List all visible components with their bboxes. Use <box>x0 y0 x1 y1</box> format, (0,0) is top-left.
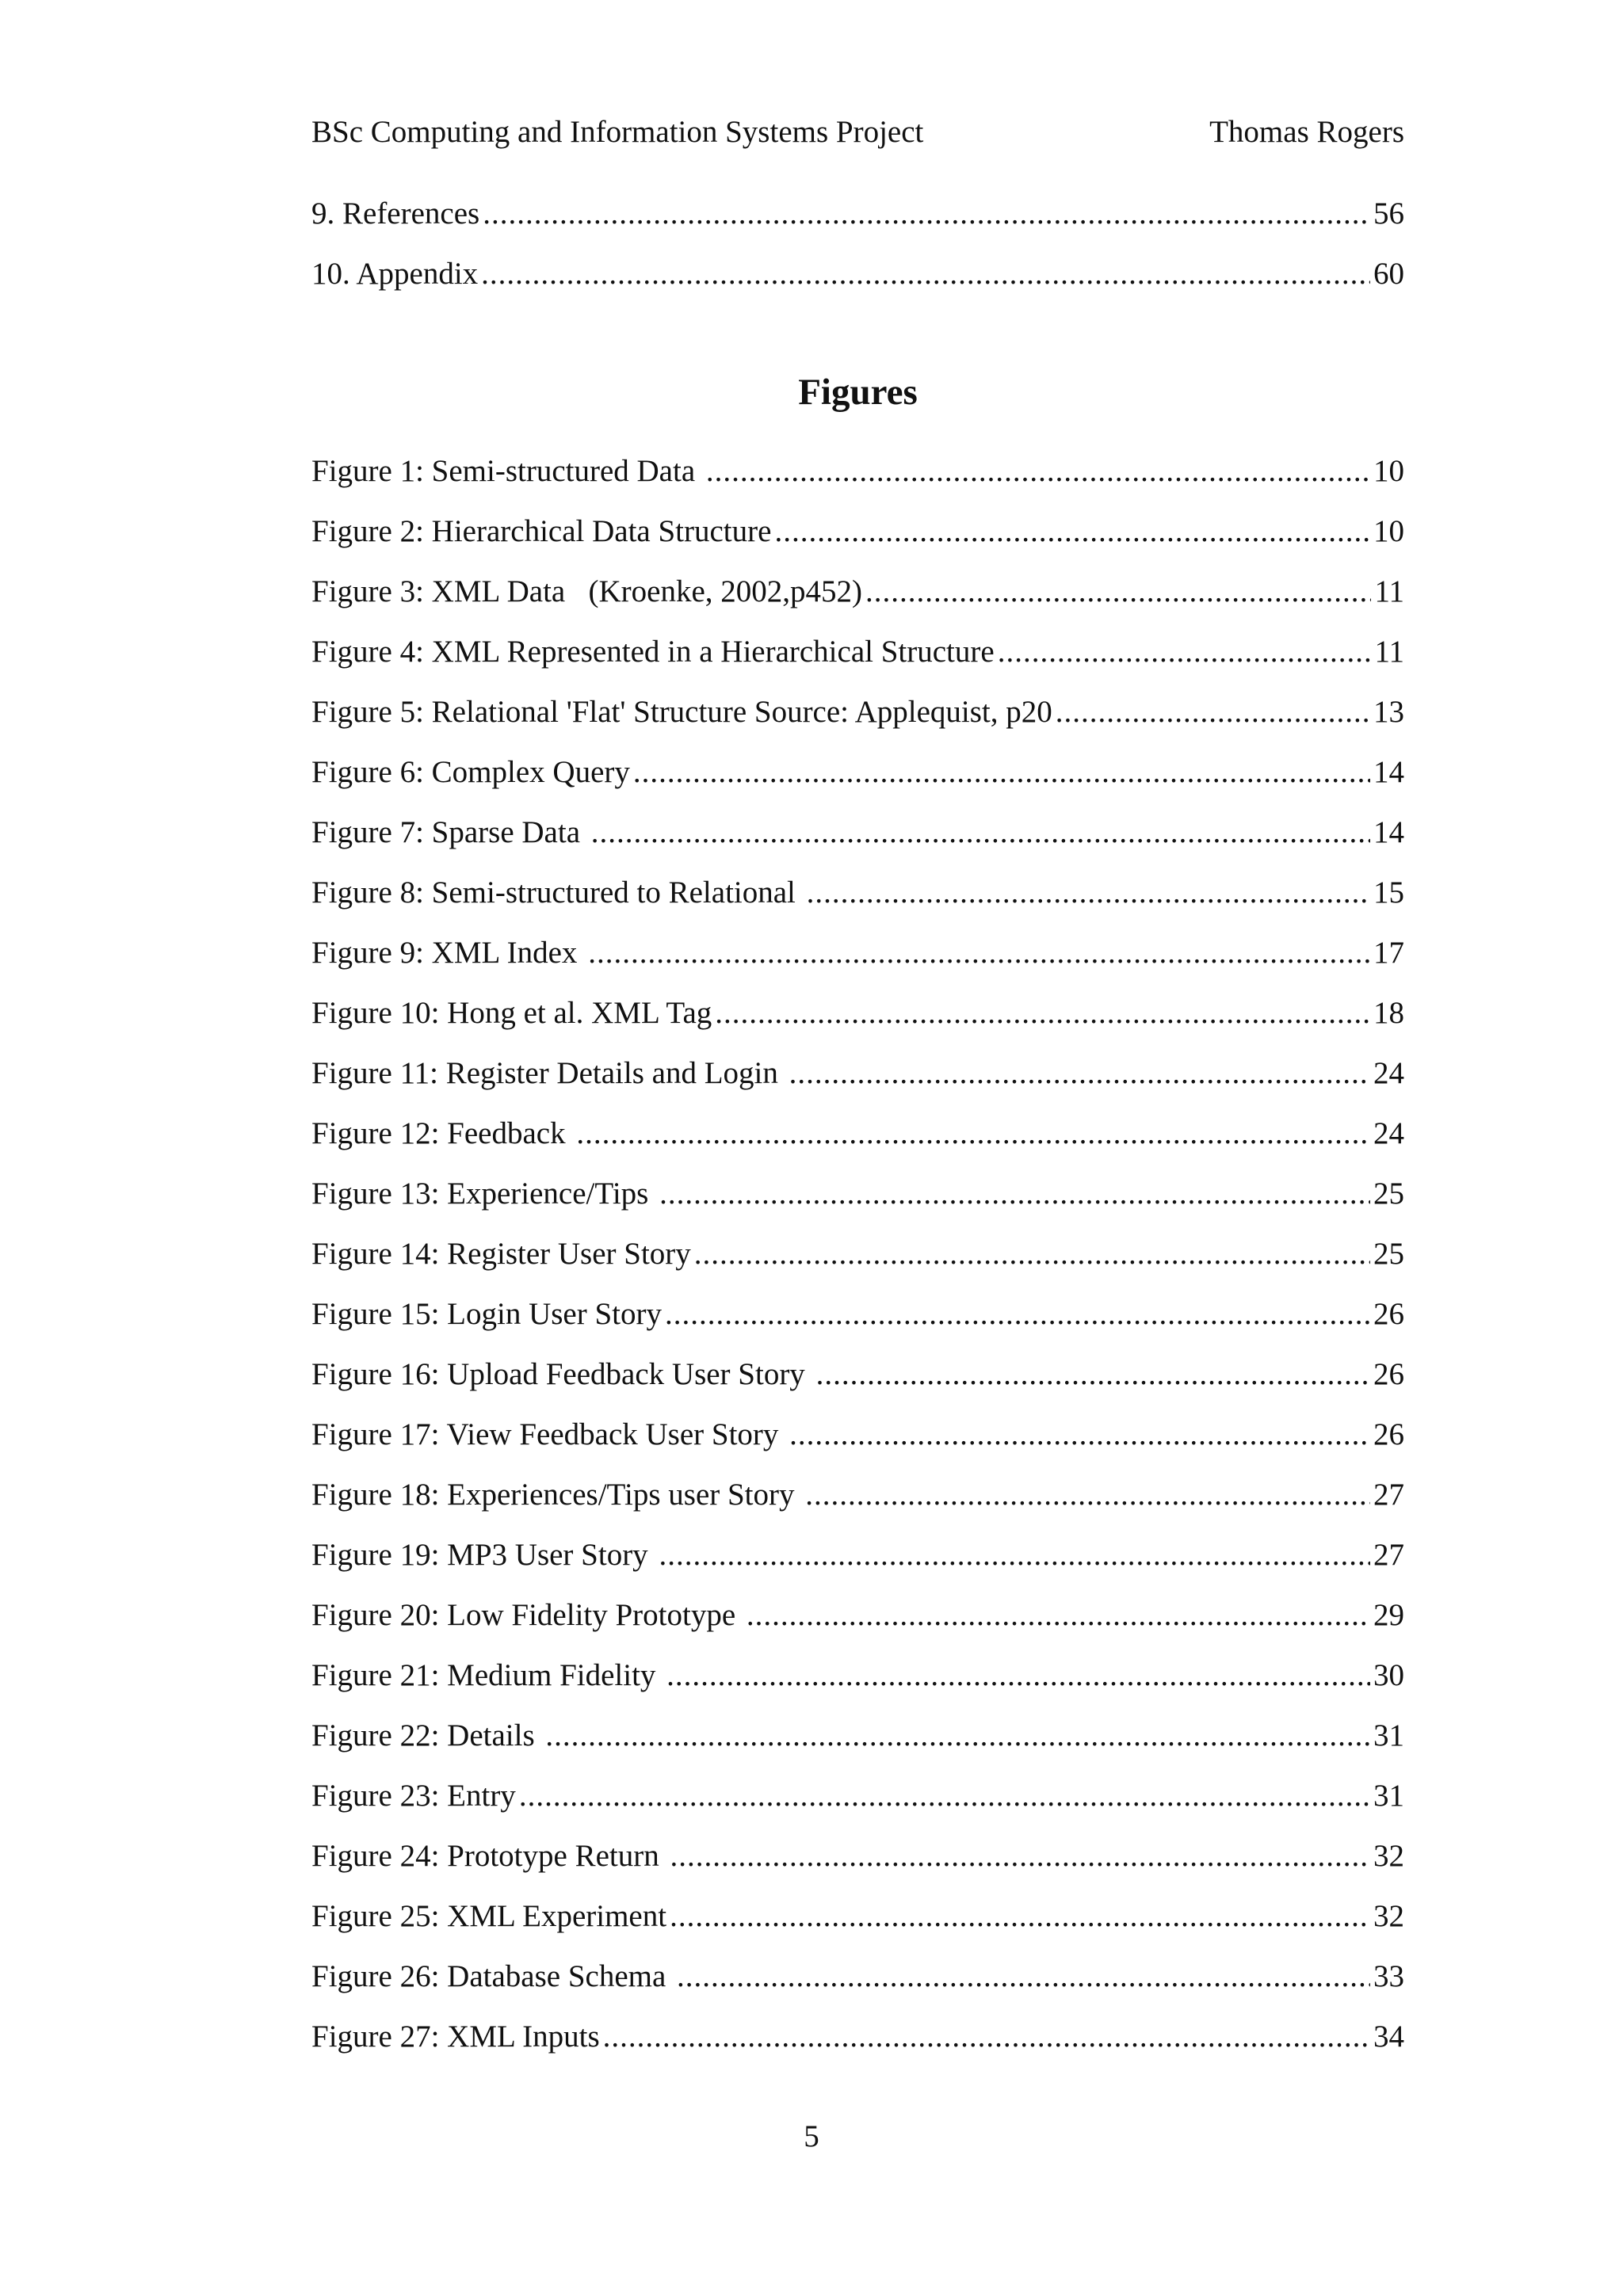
entry-label: Figure 26: Database Schema <box>311 1959 674 1993</box>
entry-page-number: 13 <box>1373 695 1404 729</box>
entry-label: Figure 11: Register Details and Login <box>311 1056 786 1090</box>
dot-leader <box>670 1836 1370 1876</box>
entry-page-number: 60 <box>1373 257 1404 291</box>
entry-page-number: 29 <box>1373 1598 1404 1632</box>
entry-label: Figure 4: XML Represented in a Hierarchical Structure <box>311 635 995 669</box>
entry-page-number: 14 <box>1373 755 1404 789</box>
entry-page-number: 24 <box>1373 1116 1404 1150</box>
entry-page-number: 15 <box>1373 875 1404 910</box>
dot-leader <box>789 1415 1370 1455</box>
entry-label: Figure 5: Relational 'Flat' Structure Source: Applequist, p20 <box>311 695 1052 729</box>
figure-entry[interactable] <box>311 1114 1404 1174</box>
entry-label: Figure 13: Experience/Tips <box>311 1177 657 1211</box>
contents-list <box>311 194 1404 315</box>
figures-heading: Figures <box>798 372 918 413</box>
figure-entry[interactable] <box>311 1475 1404 1535</box>
entry-label: Figure 24: Prototype Return <box>311 1839 667 1873</box>
entry-label: Figure 1: Semi-structured Data <box>311 454 703 488</box>
dot-leader <box>519 1776 1370 1816</box>
entry-page-number: 27 <box>1373 1478 1404 1512</box>
dot-leader <box>591 813 1370 852</box>
dot-leader <box>816 1355 1370 1394</box>
entry-page-number: 26 <box>1373 1357 1404 1391</box>
figure-entry[interactable] <box>311 1295 1404 1355</box>
dot-leader <box>666 1656 1370 1695</box>
figure-entry[interactable] <box>311 1957 1404 2017</box>
entry-label: Figure 9: XML Index <box>311 936 586 970</box>
entry-label: 9. References <box>311 196 480 231</box>
figure-entry[interactable] <box>311 813 1404 873</box>
header-title: BSc Computing and Information Systems Project <box>311 115 924 149</box>
entry-label: Figure 3: XML Data (Kroenke, 2002,p452) <box>311 574 862 608</box>
entry-page-number: 33 <box>1373 1959 1404 1993</box>
page-number: 5 <box>804 2119 819 2153</box>
entry-label: Figure 21: Medium Fidelity <box>311 1658 664 1692</box>
figure-entry[interactable] <box>311 1716 1404 1776</box>
entry-page-number: 31 <box>1373 1779 1404 1813</box>
figure-entry[interactable] <box>311 933 1404 994</box>
entry-page-number: 32 <box>1373 1839 1404 1873</box>
dot-leader <box>481 254 1370 294</box>
figure-entry[interactable] <box>311 873 1404 933</box>
figure-entry[interactable] <box>311 1054 1404 1114</box>
entry-label: Figure 10: Hong et al. XML Tag <box>311 996 712 1030</box>
dot-leader <box>805 1475 1370 1515</box>
dot-leader <box>998 632 1372 672</box>
figure-entry[interactable] <box>311 1174 1404 1234</box>
dot-leader <box>633 753 1370 792</box>
header-author: Thomas Rogers <box>1209 115 1404 149</box>
dot-leader <box>670 1897 1370 1936</box>
entry-label: Figure 25: XML Experiment <box>311 1899 667 1933</box>
dot-leader <box>694 1234 1370 1274</box>
entry-label: Figure 23: Entry <box>311 1779 516 1813</box>
entry-page-number: 34 <box>1373 2019 1404 2054</box>
figure-entry[interactable] <box>311 1656 1404 1716</box>
entry-label: Figure 18: Experiences/Tips user Story <box>311 1478 803 1512</box>
figure-entry[interactable] <box>311 632 1404 692</box>
entry-label: Figure 27: XML Inputs <box>311 2019 600 2054</box>
contents-entry[interactable] <box>311 254 1404 315</box>
dot-leader <box>865 572 1371 612</box>
entry-label: Figure 17: View Feedback User Story <box>311 1417 787 1451</box>
dot-leader <box>706 452 1370 491</box>
figure-entry[interactable] <box>311 1836 1404 1897</box>
figure-entry[interactable] <box>311 2017 1404 2077</box>
entry-page-number: 26 <box>1373 1417 1404 1451</box>
entry-label: Figure 22: Details <box>311 1718 543 1753</box>
entry-page-number: 27 <box>1373 1538 1404 1572</box>
entry-label: Figure 19: MP3 User Story <box>311 1538 656 1572</box>
dot-leader <box>588 933 1370 973</box>
entry-page-number: 11 <box>1374 574 1404 608</box>
entry-page-number: 17 <box>1373 936 1404 970</box>
dot-leader <box>483 194 1370 234</box>
figure-entry[interactable] <box>311 572 1404 632</box>
figure-entry[interactable] <box>311 753 1404 813</box>
entry-label: Figure 8: Semi-structured to Relational <box>311 875 804 910</box>
figure-entry[interactable] <box>311 1535 1404 1596</box>
entry-label: Figure 15: Login User Story <box>311 1297 662 1331</box>
entry-label: Figure 7: Sparse Data <box>311 815 588 849</box>
entry-page-number: 10 <box>1373 454 1404 488</box>
figure-entry[interactable] <box>311 452 1404 512</box>
entry-page-number: 30 <box>1373 1658 1404 1692</box>
figure-entry[interactable] <box>311 1897 1404 1957</box>
page-header <box>311 113 1404 152</box>
dot-leader <box>715 994 1370 1033</box>
entry-label: Figure 12: Feedback <box>311 1116 574 1150</box>
dot-leader <box>789 1054 1370 1093</box>
dot-leader <box>1056 692 1370 732</box>
dot-leader <box>603 2017 1370 2057</box>
entry-page-number: 26 <box>1373 1297 1404 1331</box>
figure-entry[interactable] <box>311 1234 1404 1295</box>
figure-entry[interactable] <box>311 1355 1404 1415</box>
dot-leader <box>774 512 1370 551</box>
entry-page-number: 10 <box>1373 514 1404 548</box>
figure-entry[interactable] <box>311 1596 1404 1656</box>
dot-leader <box>576 1114 1370 1154</box>
dot-leader <box>659 1535 1370 1575</box>
entry-label: Figure 6: Complex Query <box>311 755 630 789</box>
dot-leader <box>665 1295 1370 1334</box>
entry-page-number: 18 <box>1373 996 1404 1030</box>
figures-list <box>311 452 1404 2077</box>
figure-entry[interactable] <box>311 512 1404 572</box>
dot-leader <box>659 1174 1370 1214</box>
entry-page-number: 56 <box>1373 196 1404 231</box>
entry-label: Figure 2: Hierarchical Data Structure <box>311 514 772 548</box>
entry-page-number: 25 <box>1373 1237 1404 1271</box>
entry-page-number: 11 <box>1374 635 1404 669</box>
figure-entry[interactable] <box>311 994 1404 1054</box>
entry-page-number: 32 <box>1373 1899 1404 1933</box>
entry-label: 10. Appendix <box>311 257 479 291</box>
dot-leader <box>677 1957 1370 1997</box>
figure-entry[interactable] <box>311 1415 1404 1475</box>
figure-entry[interactable] <box>311 692 1404 753</box>
dot-leader <box>747 1596 1370 1635</box>
dot-leader <box>545 1716 1370 1756</box>
entry-label: Figure 14: Register User Story <box>311 1237 691 1271</box>
entry-label: Figure 20: Low Fidelity Prototype <box>311 1598 743 1632</box>
entry-label: Figure 16: Upload Feedback User Story <box>311 1357 813 1391</box>
contents-entry[interactable] <box>311 194 1404 254</box>
entry-page-number: 25 <box>1373 1177 1404 1211</box>
entry-page-number: 24 <box>1373 1056 1404 1090</box>
dot-leader <box>807 873 1370 913</box>
entry-page-number: 14 <box>1373 815 1404 849</box>
figure-entry[interactable] <box>311 1776 1404 1836</box>
entry-page-number: 31 <box>1373 1718 1404 1753</box>
